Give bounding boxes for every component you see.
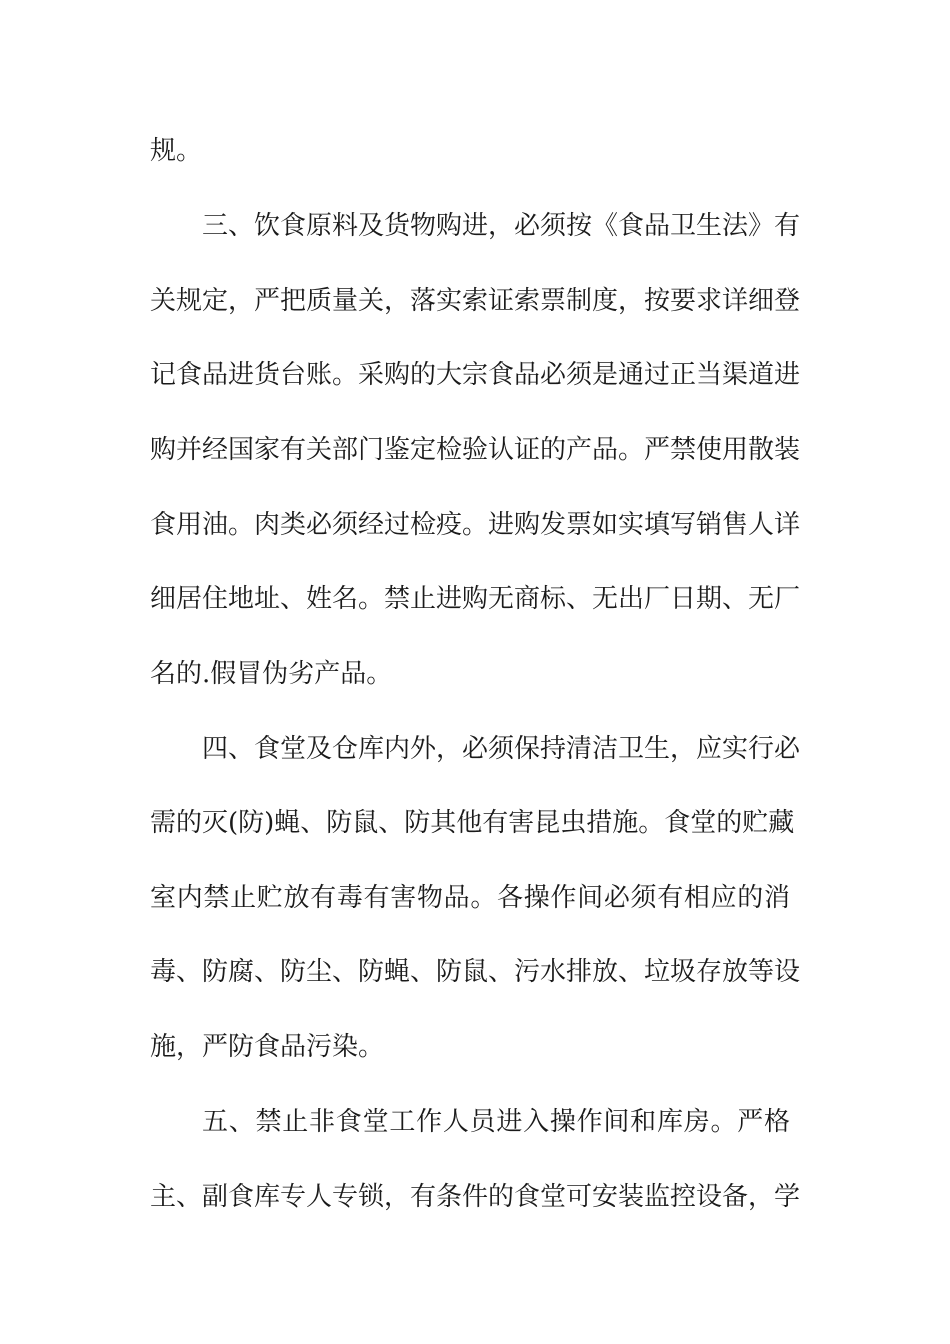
text-line-12: 毒、防腐、防尘、防蝇、防鼠、污水排放、垃圾存放等设: [150, 957, 801, 987]
text-line-1: 规。: [150, 136, 203, 166]
text-line-5: 购并经国家有关部门鉴定检验认证的产品。严禁使用散装: [150, 435, 801, 465]
text-line-6: 食用油。肉类必须经过检疫。进购发票如实填写销售人详: [150, 510, 801, 540]
text-line-9: 四、食堂及仓库内外，必须保持清洁卫生，应实行必: [202, 734, 801, 764]
text-line-15: 主、副食库专人专锁，有条件的食堂可安装监控设备，学: [150, 1182, 801, 1212]
text-line-7: 细居住地址、姓名。禁止进购无商标、无出厂日期、无厂: [150, 584, 801, 614]
text-line-8: 名的.假冒伪劣产品。: [150, 659, 393, 689]
text-line-4: 记食品进货台账。采购的大宗食品必须是通过正当渠道进: [150, 360, 801, 390]
text-line-10: 需的灭(防)蝇、防鼠、防其他有害昆虫措施。食堂的贮藏: [150, 808, 795, 838]
text-line-3: 关规定，严把质量关，落实索证索票制度，按要求详细登: [150, 286, 801, 316]
text-line-14: 五、禁止非食堂工作人员进入操作间和库房。严格: [202, 1107, 790, 1137]
text-line-11: 室内禁止贮放有毒有害物品。各操作间必须有相应的消: [150, 883, 790, 913]
text-line-2: 三、饮食原料及货物购进，必须按《食品卫生法》有: [202, 211, 801, 241]
text-line-13: 施，严防食品污染。: [150, 1032, 385, 1062]
